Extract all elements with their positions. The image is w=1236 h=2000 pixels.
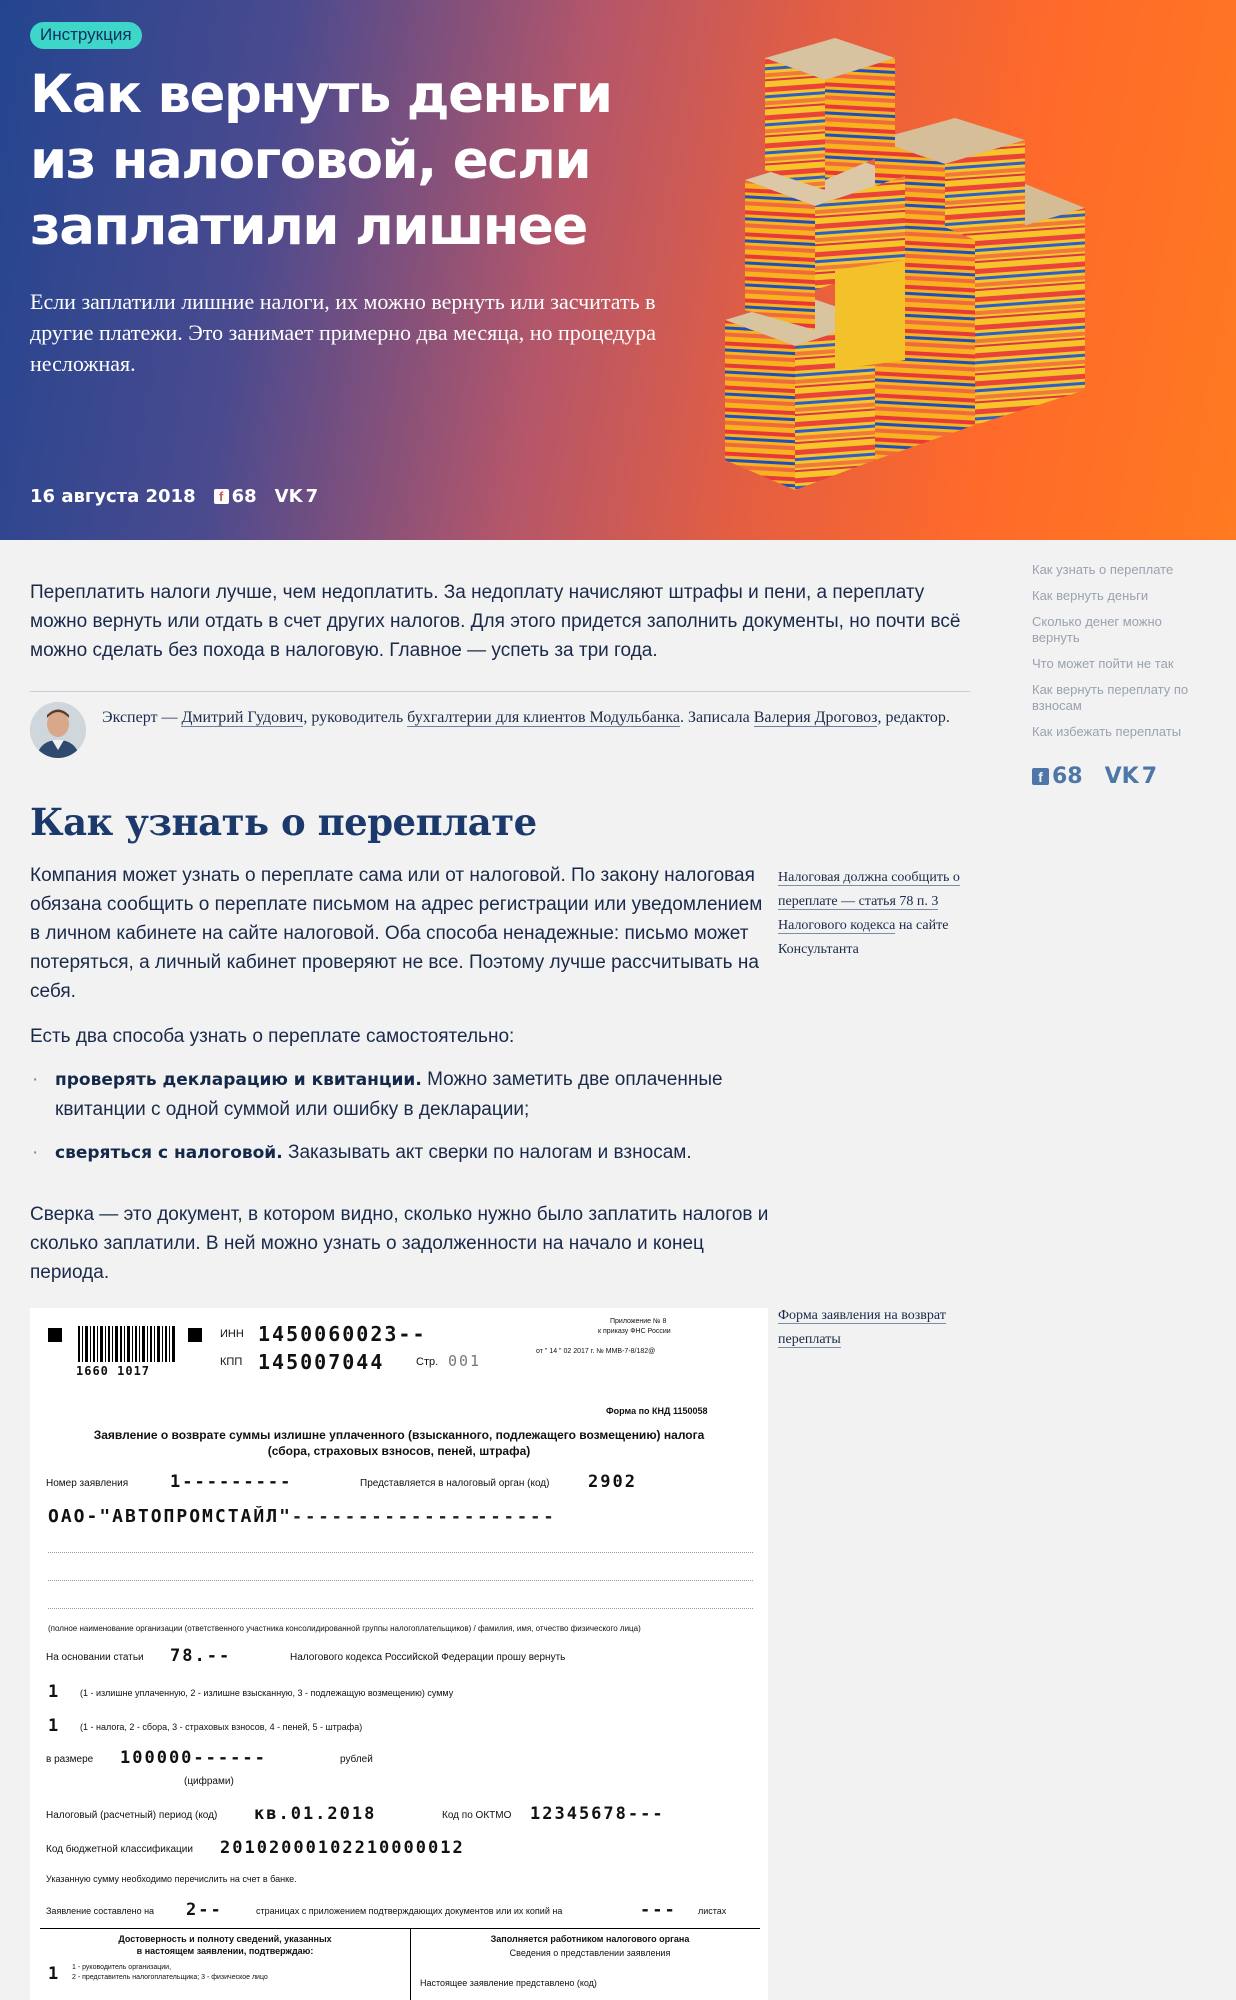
table-of-contents <box>1032 562 1202 750</box>
page-value: 001 <box>448 1352 482 1370</box>
toc-item[interactable]: Что может пойти не так <box>1032 656 1174 671</box>
field-value: 2-- <box>186 1900 223 1920</box>
field-label: рублей <box>340 1754 373 1765</box>
form-title: (сбора, страховых взносов, пеней, штрафа) <box>267 1444 531 1458</box>
field-value: 1 <box>48 1682 61 1702</box>
list-item-bold: проверять декларацию и квитанции. <box>55 1070 422 1090</box>
vk-share[interactable] <box>1105 764 1157 789</box>
inn-label: ИНН <box>220 1328 244 1340</box>
org-name-fill: -------------------- <box>291 1507 557 1527</box>
field-value: 1--------- <box>170 1472 293 1492</box>
vk-icon: VK <box>274 486 303 507</box>
field-label: листах <box>698 1906 727 1916</box>
wooden-blocks-illustration <box>725 30 1225 530</box>
toc-item[interactable]: Как узнать о переплате <box>1032 562 1174 577</box>
expert-text: , редактор. <box>877 709 950 726</box>
company-link[interactable]: бухгалтерии для клиентов Модульбанка <box>407 709 681 726</box>
vk-count: 7 <box>305 486 319 507</box>
field-label: Представляется в налоговый орган (код) <box>360 1478 550 1489</box>
field-label: Код бюджетной классификации <box>46 1844 193 1855</box>
section-title: Как узнать о переплате <box>30 800 537 844</box>
field-value: 78.-- <box>170 1646 232 1666</box>
inn-value: 1450060023-- <box>258 1322 427 1346</box>
facebook-share[interactable] <box>214 486 257 507</box>
org-name-row <box>48 1506 768 1536</box>
knd-code: Форма по КНД 1150058 <box>606 1406 708 1416</box>
expert-credit <box>102 706 962 729</box>
bullet-list <box>30 1065 770 1182</box>
field-value: кв.01.2018 <box>254 1804 377 1824</box>
facebook-count: 68 <box>1052 764 1083 789</box>
field-label: 2 - представитель налогоплательщика; 3 - физическое лицо <box>72 1974 268 1981</box>
vk-icon: VK <box>1104 764 1139 789</box>
officer-title: Заполняется работником налогового органа <box>490 1934 690 1944</box>
expert-text: . Записала <box>680 709 754 726</box>
sidenote <box>778 866 988 962</box>
sidenote-link[interactable]: Форма заявления на возврат переплаты <box>778 1308 946 1347</box>
field-label: (1 - налога, 2 - сбора, 3 - страховых взносов, 4 - пеней, 5 - штрафа) <box>80 1722 363 1732</box>
toc-social <box>1032 764 1157 789</box>
avatar <box>30 702 86 758</box>
facebook-share[interactable] <box>1032 764 1083 789</box>
appendix-line: Приложение № 8 <box>610 1318 667 1325</box>
section-paragraph: Компания может узнать о переплате сама или от налоговой. По закону налоговая обязана сообщить о переплате письмом на адрес регистрации или уведомлением в личном кабинете на сайте налоговой. Оба способа ненадежные: письмо может потеряться, а личный кабинет проверяют не все. Поэтому лучше рассчитывать на себя. <box>30 865 763 1002</box>
expert-text: , руководитель <box>303 709 408 726</box>
barcode-number: 1660 1017 <box>76 1364 151 1378</box>
org-name: ОАО-"АВТОПРОМСТАЙЛ" <box>48 1506 292 1527</box>
expert-name-link[interactable]: Дмитрий Гудович <box>181 709 304 726</box>
field-label: Налогового кодекса Российской Федерации прошу вернуть <box>290 1652 566 1663</box>
field-label: Настоящее заявление представлено (код) <box>420 1978 597 1988</box>
title-line: заплатили лишнее <box>30 196 587 257</box>
field-value: 1 <box>48 1964 61 1984</box>
vk-share[interactable] <box>275 486 318 507</box>
list-item <box>30 1065 770 1124</box>
expert-block <box>30 702 970 758</box>
category-tag[interactable]: Инструкция <box>30 22 142 49</box>
field-label: страницах с приложением подтверждающих документов или их копий на <box>256 1906 563 1916</box>
field-label: 1 - руководитель организации, <box>72 1964 172 1971</box>
field-value: 12345678--- <box>530 1804 665 1824</box>
list-item-text: Можно заметить две оплаченные квитанции с одной суммой или ошибку в декларации; <box>55 1069 723 1120</box>
sidenote-link[interactable]: Налоговая должна сообщить о переплате — статья 78 п. 3 Налогового кодекса <box>778 870 960 933</box>
form-marker <box>48 1328 62 1342</box>
tax-refund-form-image <box>30 1308 768 2000</box>
field-value: 20102000102210000012 <box>220 1838 465 1858</box>
field-label: На основании статьи <box>46 1652 144 1663</box>
form-title: Заявление о возврате суммы излишне уплаченного (взысканного, подлежащего возмещению) налога <box>93 1428 705 1442</box>
divider <box>30 691 970 692</box>
field-value: 1 <box>48 1716 61 1736</box>
hero-banner <box>0 0 1236 540</box>
intro-paragraph: Переплатить налоги лучше, чем недоплатить. За недоплату начисляют штрафы и пени, а переплату можно вернуть или отдать в счет других налогов. Для этого придется заполнить документы, но почти всё можно сделать без похода в налоговую. Главное — успеть за три года. <box>30 582 961 661</box>
toc-item[interactable]: Как вернуть переплату по взносам <box>1032 682 1189 713</box>
appendix-line: от " 14 " 02 2017 г. № ММВ-7-8/182@ <box>536 1348 656 1355</box>
field-label: Указанную сумму необходимо перечислить на счет в банке. <box>46 1874 297 1884</box>
toc-item[interactable]: Как избежать переплаты <box>1032 724 1182 739</box>
field-label: Код по ОКТМО <box>442 1810 512 1821</box>
author-link[interactable]: Валерия Дроговоз <box>753 709 878 726</box>
field-label: Заявление составлено на <box>46 1906 155 1916</box>
blank-line <box>48 1562 753 1581</box>
field-value: --- <box>640 1900 677 1920</box>
divider <box>40 1928 760 1929</box>
field-label: Номер заявления <box>46 1478 129 1489</box>
kpp-label: КПП <box>220 1356 243 1368</box>
blank-line <box>48 1590 753 1609</box>
field-value: 2902 <box>588 1472 637 1492</box>
confirm-title: Достоверность и полноту сведений, указанных <box>118 1934 332 1944</box>
blank-line <box>48 1534 753 1553</box>
field-label: (1 - излишне уплаченную, 2 - излишне взысканную, 3 - подлежащую возмещению) сумму <box>80 1688 454 1698</box>
facebook-icon: f <box>214 489 229 504</box>
vk-count: 7 <box>1141 764 1158 789</box>
expert-prefix: Эксперт — <box>102 709 182 726</box>
title-line: из налоговой, если <box>30 130 591 191</box>
page-title <box>30 62 730 260</box>
toc-item[interactable]: Как вернуть деньги <box>1032 588 1149 603</box>
field-value: 100000------ <box>120 1748 267 1768</box>
section-paragraph: Есть два способа узнать о переплате самостоятельно: <box>30 1026 515 1047</box>
field-label: Налоговый (расчетный) период (код) <box>46 1810 218 1821</box>
divider <box>410 1928 411 2000</box>
field-note: (полное наименование организации (ответственного участника консолидированной группы налогоплательщиков) / фамилия, имя, отчество физического лица) <box>48 1624 641 1633</box>
facebook-icon: f <box>1032 768 1049 785</box>
page-label: Стр. <box>416 1356 439 1368</box>
list-item-bold: сверяться с налоговой. <box>55 1143 283 1163</box>
list-item <box>30 1138 770 1168</box>
facebook-count: 68 <box>231 486 257 507</box>
hero-lead: Если заплатили лишние налоги, их можно вернуть или засчитать в другие платежи. Это занимает примерно два месяца, но процедура несложная. <box>30 289 657 376</box>
barcode <box>78 1326 176 1362</box>
officer-sub: Сведения о представлении заявления <box>509 1948 671 1958</box>
title-line: Как вернуть деньги <box>30 64 612 125</box>
field-label: в размере <box>46 1754 94 1765</box>
kpp-value: 145007044 <box>258 1350 385 1374</box>
form-marker <box>188 1328 202 1342</box>
list-item-text: Заказывать акт сверки по налогам и взносам. <box>282 1142 692 1163</box>
publish-date: 16 августа 2018 <box>30 486 196 507</box>
sidenote <box>778 1304 988 1352</box>
confirm-title: в настоящем заявлении, подтверждаю: <box>136 1946 314 1956</box>
section-paragraph: Сверка — это документ, в котором видно, сколько нужно было заплатить налогов и сколько заплатили. В ней можно узнать о задолженности на начало и конец периода. <box>30 1204 769 1283</box>
article-meta <box>30 486 318 507</box>
appendix-line: к приказу ФНС России <box>598 1328 671 1335</box>
toc-item[interactable]: Сколько денег можно вернуть <box>1032 614 1162 645</box>
sidenote-text: на сайте Консультанта <box>778 918 949 957</box>
field-note: (цифрами) <box>184 1776 234 1787</box>
